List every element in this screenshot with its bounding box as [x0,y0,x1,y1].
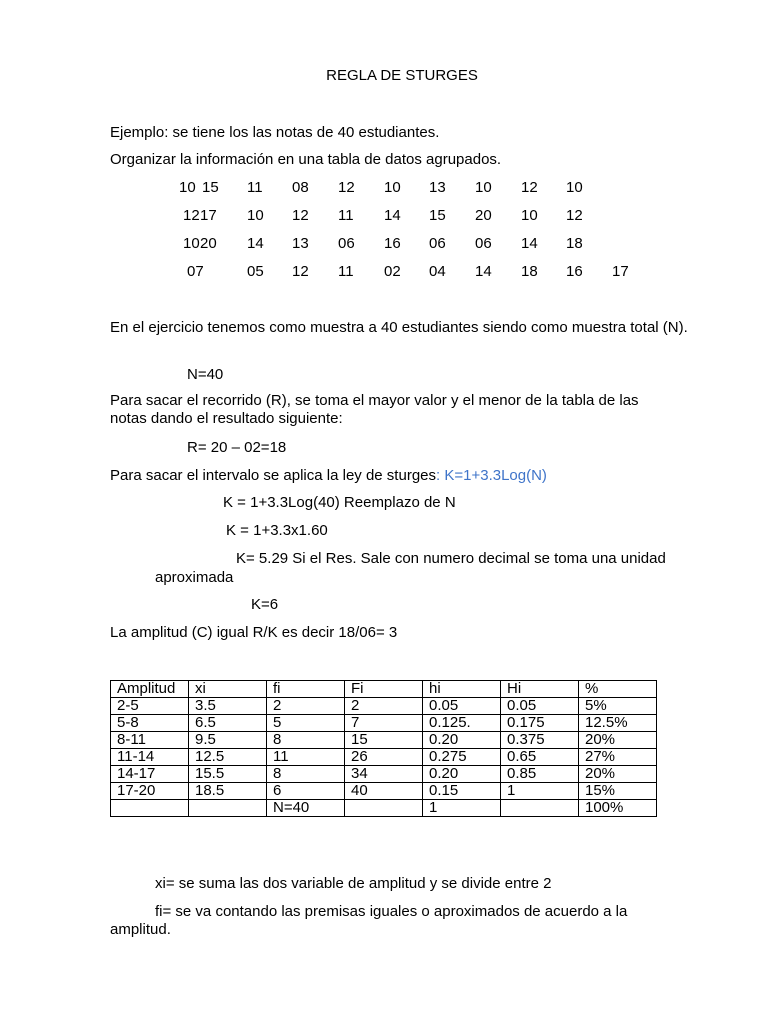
grade-value: 15 [429,207,446,224]
table-header-row [111,681,657,698]
table-cell: 7 [345,715,423,732]
table-header-cell: fi [267,681,345,698]
table-cell: 2-5 [111,698,189,715]
table-row [111,783,657,800]
amplitude-paragraph: La amplitud (C) igual R/K es decir 18/06= 3 [110,624,398,641]
table-cell: 20% [579,766,657,783]
xi-note: xi= se suma las dos variable de amplitud y se divide entre 2 [155,875,552,892]
frequency-table [110,680,657,817]
table-cell: 12.5% [579,715,657,732]
grade-value: 13 [429,179,446,196]
intro-line-2: Organizar la información en una tabla de datos agrupados. [110,151,502,168]
table-cell: 0.85 [501,766,579,783]
grade-value: 05 [247,263,264,280]
table-cell: 15% [579,783,657,800]
k-equation-1: K = 1+3.3Log(40) Reemplazo de N [223,494,456,511]
interval-text: Para sacar el intervalo se aplica la ley de sturges [110,467,437,484]
table-totals-row [111,800,657,817]
table-row [111,749,657,766]
grade-value: 17 [200,207,217,224]
table-cell: 27% [579,749,657,766]
table-cell: 5% [579,698,657,715]
table-cell: 0.65 [501,749,579,766]
grade-value: 10 [384,179,401,196]
table-cell: 9.5 [189,732,267,749]
grade-value: 12 [183,207,200,224]
table-cell: 0.375 [501,732,579,749]
table-cell: 26 [345,749,423,766]
grade-value: 06 [475,235,492,252]
table-cell: 2 [267,698,345,715]
table-row [111,766,657,783]
grade-value: 02 [384,263,401,280]
table-cell: 0.275 [423,749,501,766]
table-cell: 0.175 [501,715,579,732]
interval-colon: : [436,467,441,484]
table-cell: 11 [267,749,345,766]
grade-value: 16 [384,235,401,252]
n-equation: N=40 [187,366,224,383]
grade-value: 16 [566,263,583,280]
table-cell: 8 [267,732,345,749]
table-header-cell: Fi [345,681,423,698]
table-cell: N=40 [267,800,345,817]
grade-value: 14 [521,235,538,252]
table-cell: 8 [267,766,345,783]
r-equation: R= 20 – 02=18 [187,439,287,456]
grade-value: 10 [247,207,264,224]
table-cell: 0.125. [423,715,501,732]
table-header-cell: xi [189,681,267,698]
table-cell: 6 [267,783,345,800]
table-row [111,698,657,715]
table-cell: 1 [423,800,501,817]
k-equation-2: K = 1+3.3x1.60 [226,522,328,539]
grade-value: 10 [566,179,583,196]
grade-value: 20 [475,207,492,224]
grade-value: 10 [179,179,196,196]
table-cell: 100% [579,800,657,817]
grade-value: 18 [521,263,538,280]
table-header-cell: Hi [501,681,579,698]
table-cell: 15.5 [189,766,267,783]
table-header-cell: hi [423,681,501,698]
sturges-formula: K=1+3.3Log(N) [440,467,547,484]
table-cell [345,800,423,817]
table-cell: 3.5 [189,698,267,715]
k-equation-4: K=6 [251,596,279,613]
table-cell: 11-14 [111,749,189,766]
grade-value: 08 [292,179,309,196]
fi-note-text: fi= se va contando las premisas iguales o aproximados de acuerdo a la amplitud. [110,903,628,938]
grade-value: 12 [566,207,583,224]
table-cell: 34 [345,766,423,783]
table-cell: 0.15 [423,783,501,800]
table-header-cell: Amplitud [111,681,189,698]
grade-value: 11 [338,207,354,224]
grade-value: 11 [247,179,263,196]
table-cell: 6.5 [189,715,267,732]
table-cell: 14-17 [111,766,189,783]
table-cell [111,800,189,817]
grade-value: 14 [475,263,492,280]
table-header-cell: % [579,681,657,698]
table-cell: 40 [345,783,423,800]
grade-value: 10 [521,207,538,224]
grade-value: 06 [429,235,446,252]
grade-value: 12 [292,207,309,224]
table-cell: 8-11 [111,732,189,749]
k-equation-3-cont: aproximada [155,569,234,586]
table-cell: 5 [267,715,345,732]
table-row [111,732,657,749]
grade-value: 12 [521,179,538,196]
interval-paragraph [110,467,547,485]
grade-value: 11 [338,263,354,280]
table-cell: 5-8 [111,715,189,732]
table-row [111,715,657,732]
table-cell: 12.5 [189,749,267,766]
range-paragraph: Para sacar el recorrido (R), se toma el mayor valor y el menor de la tabla de las notas dando el resultado siguiente: [110,392,639,427]
sample-paragraph: En el ejercicio tenemos como muestra a 40 estudiantes siendo como muestra total (N). [110,319,688,336]
table-cell [189,800,267,817]
table-cell: 20% [579,732,657,749]
grade-value: 12 [338,179,355,196]
grade-value: 15 [202,179,219,196]
grade-value: 14 [384,207,401,224]
table-cell: 0.20 [423,732,501,749]
table-cell [501,800,579,817]
grade-value: 14 [247,235,264,252]
k-equation-3: K= 5.29 Si el Res. Sale con numero decimal se toma una unidad [236,550,666,567]
grade-value: 13 [292,235,309,252]
grade-value: 17 [612,263,629,280]
table-cell: 2 [345,698,423,715]
table-cell: 18.5 [189,783,267,800]
fi-note [110,903,670,939]
page-title: REGLA DE STURGES [326,67,478,84]
grade-value: 10 [183,235,200,252]
grade-value: 04 [429,263,446,280]
table-cell: 0.05 [423,698,501,715]
table-cell: 0.20 [423,766,501,783]
table-cell: 0.05 [501,698,579,715]
grade-value: 10 [475,179,492,196]
grade-value: 20 [200,235,217,252]
grade-value: 07 [187,263,204,280]
grade-value: 06 [338,235,355,252]
table-cell: 17-20 [111,783,189,800]
grade-value: 18 [566,235,583,252]
grade-value: 12 [292,263,309,280]
intro-line-1: Ejemplo: se tiene los las notas de 40 estudiantes. [110,124,440,141]
table-cell: 15 [345,732,423,749]
table-cell: 1 [501,783,579,800]
